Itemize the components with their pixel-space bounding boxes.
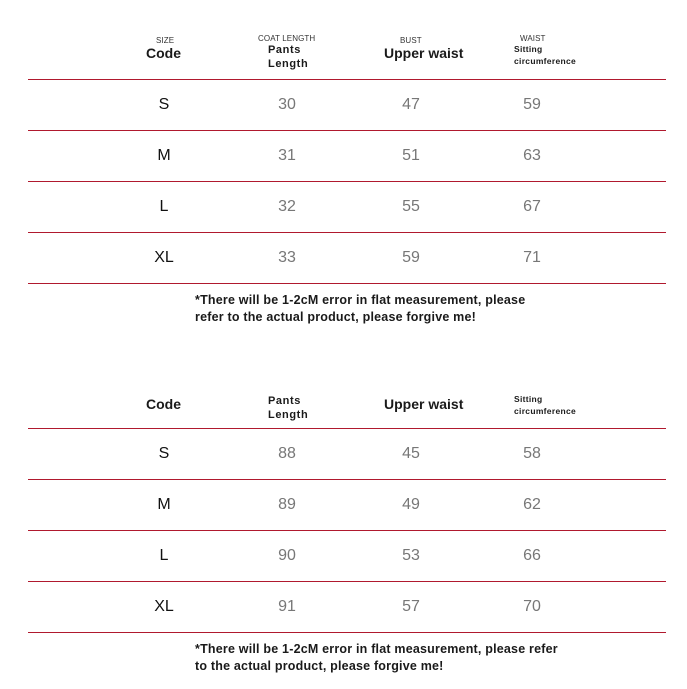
- header-sitting-line2: circumference: [514, 406, 577, 416]
- row-size: L: [159, 198, 169, 215]
- row-size: M: [157, 147, 171, 164]
- row-sitting: 59: [523, 96, 541, 113]
- header-length-line2: Length: [268, 58, 309, 70]
- row-size: S: [158, 96, 170, 113]
- size-table-1: [28, 33, 666, 284]
- table-row: [28, 233, 666, 284]
- header-code: [146, 396, 181, 413]
- header-sitting: [514, 34, 576, 67]
- header-code: [146, 36, 181, 62]
- row-sitting: 58: [523, 445, 541, 462]
- header-upper-label: Upper waist: [384, 45, 464, 61]
- table-row: [28, 182, 666, 233]
- row-upper-waist: 55: [402, 198, 420, 215]
- row-upper-waist: 47: [402, 96, 420, 113]
- header-sitting-line2: circumference: [514, 56, 577, 66]
- row-upper-waist: 51: [402, 147, 420, 164]
- header-upper: [384, 36, 463, 62]
- row-length: 30: [278, 96, 296, 113]
- table-row: [28, 582, 666, 633]
- row-upper-waist: 45: [402, 445, 420, 462]
- header-sitting: [514, 393, 576, 417]
- header-length-line2: Length: [268, 409, 309, 421]
- table-row: [28, 480, 666, 531]
- header-upper-label: Upper waist: [384, 396, 464, 412]
- header-length: [258, 34, 316, 71]
- size-table-2: [28, 387, 666, 633]
- row-upper-waist: 57: [402, 598, 420, 615]
- row-upper-waist: 59: [402, 249, 420, 266]
- table-row: [28, 80, 666, 131]
- note-line-2: to the actual product, please forgive me!: [195, 659, 444, 673]
- row-length: 33: [278, 249, 296, 266]
- row-length: 32: [278, 198, 296, 215]
- header-code-label: Code: [146, 396, 181, 412]
- row-sitting: 71: [523, 249, 541, 266]
- row-sitting: 70: [523, 598, 541, 615]
- header-sitting-line1: Sitting: [514, 394, 543, 404]
- row-sitting: 66: [523, 547, 541, 564]
- table-row: [28, 429, 666, 480]
- header-code-small: SIZE: [156, 36, 175, 45]
- row-length: 31: [278, 147, 296, 164]
- row-length: 89: [278, 496, 296, 513]
- header-upper: [384, 396, 463, 413]
- header-length-small: COAT LENGTH: [258, 34, 316, 43]
- row-sitting: 67: [523, 198, 541, 215]
- row-upper-waist: 53: [402, 547, 420, 564]
- header-sitting-line1: Sitting: [514, 44, 543, 54]
- header-length-line1: Pants: [268, 395, 301, 407]
- row-sitting: 63: [523, 147, 541, 164]
- table-row: [28, 131, 666, 182]
- row-size: XL: [154, 598, 174, 615]
- note-line-1: *There will be 1-2cM error in flat measurement, please: [195, 293, 526, 307]
- row-length: 91: [278, 598, 296, 615]
- row-upper-waist: 49: [402, 496, 420, 513]
- row-size: M: [157, 496, 171, 513]
- header-sitting-small: WAIST: [520, 34, 546, 43]
- row-size: XL: [154, 249, 174, 266]
- note-line-2: refer to the actual product, please forgive me!: [195, 310, 476, 324]
- header-length-line1: Pants: [268, 44, 301, 56]
- row-size: L: [159, 547, 169, 564]
- table-row: [28, 531, 666, 582]
- row-length: 88: [278, 445, 296, 462]
- table-header: [28, 33, 666, 79]
- header-upper-small: BUST: [400, 36, 422, 45]
- note-line-1: *There will be 1-2cM error in flat measurement, please refer: [195, 642, 558, 656]
- table-header: [28, 387, 666, 428]
- row-length: 90: [278, 547, 296, 564]
- header-code-label: Code: [146, 45, 181, 61]
- measurement-note-2: [195, 641, 615, 675]
- row-size: S: [158, 445, 170, 462]
- header-length: [268, 394, 308, 422]
- measurement-note-1: [195, 292, 595, 326]
- row-sitting: 62: [523, 496, 541, 513]
